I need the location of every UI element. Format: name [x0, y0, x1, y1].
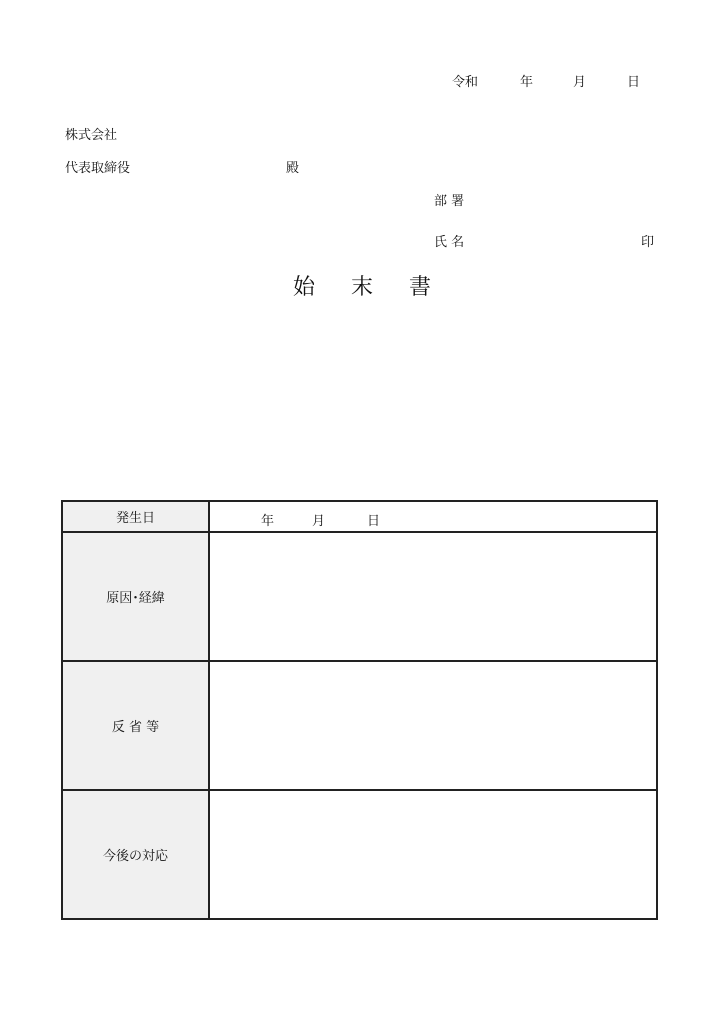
report-table [61, 500, 658, 920]
era-label: 令和 [452, 75, 479, 90]
day-label: 日 [627, 75, 641, 90]
future-action-field[interactable] [209, 790, 657, 919]
seal-label: 印 [641, 235, 655, 250]
title-char: 始 [292, 275, 315, 300]
table-row [62, 661, 657, 790]
occurrence-date-field[interactable] [209, 501, 657, 532]
company-label: 株式会社 [65, 128, 118, 143]
name-label: 氏 名 [434, 235, 465, 250]
table-row [62, 790, 657, 919]
cause-field[interactable] [209, 532, 657, 661]
title-char: 書 [409, 275, 432, 300]
cause-label: 原因･経緯 [62, 532, 209, 661]
reflection-label: 反 省 等 [62, 661, 209, 790]
occurrence-date-label: 発生日 [62, 501, 209, 532]
date-month: 月 [312, 514, 326, 529]
page-title [0, 274, 724, 302]
table-row [62, 532, 657, 661]
month-label: 月 [573, 75, 587, 90]
honorific-label: 殿 [286, 161, 300, 176]
year-label: 年 [520, 75, 534, 90]
table-row [62, 501, 657, 532]
date-year: 年 [261, 514, 275, 529]
department-label: 部 署 [434, 194, 465, 209]
future-action-label: 今後の対応 [62, 790, 209, 919]
representative-label: 代表取締役 [65, 161, 131, 176]
date-day: 日 [367, 514, 381, 529]
title-char: 末 [350, 275, 373, 300]
reflection-field[interactable] [209, 661, 657, 790]
